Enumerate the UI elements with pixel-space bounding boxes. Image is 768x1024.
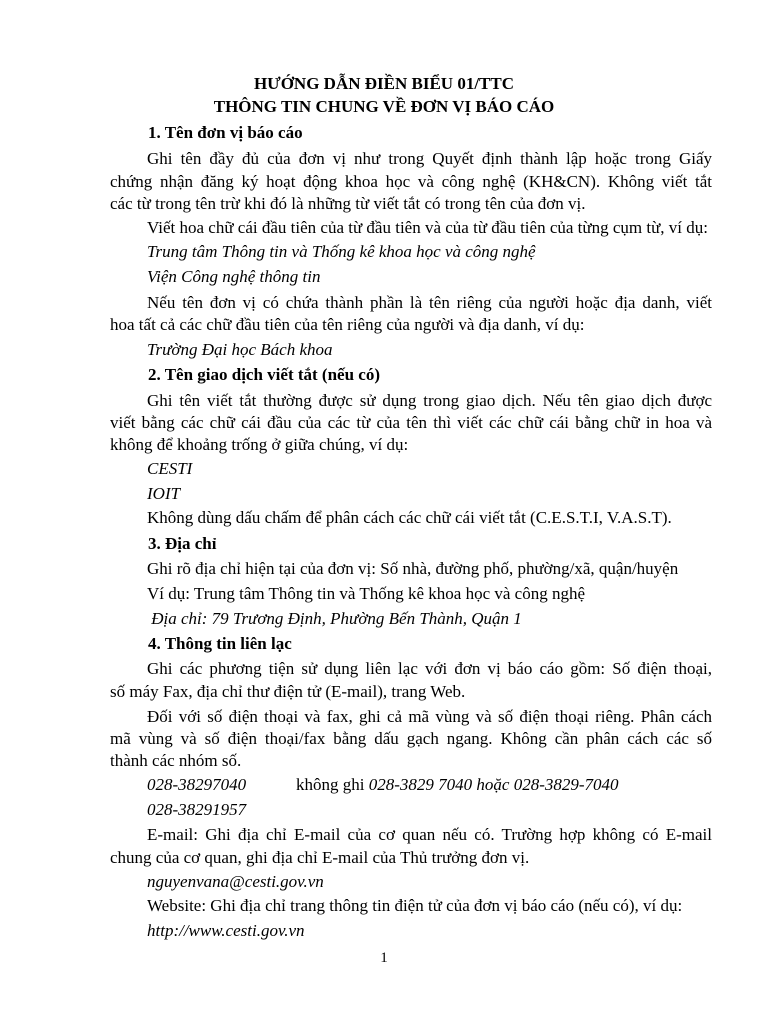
paragraph-line: Ghi các phương tiện sử dụng liên lạc với đơn vị báo cáo gồm: Số điện thoại, xyxy=(147,659,712,678)
phone-wrong-example: 028-3829 7040 hoặc 028-3829-7040 xyxy=(368,775,619,794)
example-text: Trung tâm Thông tin và Thống kê khoa học và công nghệ xyxy=(147,242,536,261)
email-example: nguyenvana@cesti.gov.vn xyxy=(147,872,324,891)
example-text: IOIT xyxy=(147,484,181,503)
paragraph-line: E-mail: Ghi địa chỉ E-mail của cơ quan nếu có. Trường hợp không có E-mail xyxy=(147,825,712,844)
phone-example: 028-38291957 xyxy=(147,800,247,819)
page-number: 1 xyxy=(380,950,388,966)
paragraph-line: viết bằng các chữ cái đầu của các từ của tên thì viết các chữ cái bằng chữ in hoa và xyxy=(110,413,712,432)
document-subtitle: THÔNG TIN CHUNG VỀ ĐƠN VỊ BÁO CÁO xyxy=(213,97,555,116)
example-text: Địa chỉ: 79 Trương Định, Phường Bến Thành, Quận 1 xyxy=(147,609,522,628)
example-text: Viện Công nghệ thông tin xyxy=(147,267,321,286)
paragraph-line: hoa tất cả các chữ đầu tiên của tên riêng của người và địa danh, ví dụ: xyxy=(110,315,585,334)
paragraph-line: chứng nhận đăng ký hoạt động khoa học và công nghệ (KH&CN). Không viết tắt xyxy=(110,172,712,191)
paragraph-line: mã vùng và số điện thoại/fax bằng dấu gạch ngang. Không cần phân cách các số xyxy=(110,729,712,748)
paragraph-line: Website: Ghi địa chỉ trang thông tin điện tử của đơn vị báo cáo (nếu có), ví dụ: xyxy=(147,896,683,915)
phone-note xyxy=(296,775,619,795)
paragraph-line: Không dùng dấu chấm để phân cách các chữ cái viết tắt (C.E.S.T.I, V.A.S.T). xyxy=(147,508,672,527)
website-example: http://www.cesti.gov.vn xyxy=(147,921,305,940)
paragraph-line: các từ trong tên trừ khi đó là những từ viết tắt có trong tên của đơn vị. xyxy=(110,194,586,213)
example-text: Trường Đại học Bách khoa xyxy=(147,340,333,359)
section-4-heading: 4. Thông tin liên lạc xyxy=(148,634,292,653)
paragraph-line: Nếu tên đơn vị có chứa thành phần là tên riêng của người hoặc địa danh, viết xyxy=(147,293,712,312)
paragraph-line: Ghi tên viết tắt thường được sử dụng trong giao dịch. Nếu tên giao dịch được xyxy=(147,391,712,410)
paragraph-line: thành các nhóm số. xyxy=(110,751,242,770)
paragraph-line: Viết hoa chữ cái đầu tiên của từ đầu tiên và của từ đầu tiên của từng cụm từ, ví dụ: xyxy=(147,218,709,237)
section-1-heading: 1. Tên đơn vị báo cáo xyxy=(148,123,303,142)
phone-note-label: không ghi xyxy=(296,775,365,794)
paragraph-line: Ví dụ: Trung tâm Thông tin và Thống kê khoa học và công nghệ xyxy=(147,584,586,603)
paragraph-line: Đối với số điện thoại và fax, ghi cả mã vùng và số điện thoại riêng. Phân cách xyxy=(147,707,712,726)
paragraph-line: Ghi tên đầy đủ của đơn vị như trong Quyết định thành lập hoặc trong Giấy xyxy=(147,149,712,168)
phone-example: 028-38297040 xyxy=(147,775,247,794)
paragraph-line: số máy Fax, địa chỉ thư điện tử (E-mail), trang Web. xyxy=(110,682,466,701)
paragraph-line: không để khoảng trống ở giữa chúng, ví dụ: xyxy=(110,435,409,454)
paragraph-line: Ghi rõ địa chỉ hiện tại của đơn vị: Số nhà, đường phố, phường/xã, quận/huyện xyxy=(147,559,679,578)
section-3-heading: 3. Địa chỉ xyxy=(148,534,217,553)
document-title: HƯỚNG DẪN ĐIỀN BIỂU 01/TTC xyxy=(253,74,515,93)
paragraph-line: chung của cơ quan, ghi địa chỉ E-mail của Thủ trưởng đơn vị. xyxy=(110,848,530,867)
example-text: CESTI xyxy=(147,459,193,478)
section-2-heading: 2. Tên giao dịch viết tắt (nếu có) xyxy=(148,365,381,384)
